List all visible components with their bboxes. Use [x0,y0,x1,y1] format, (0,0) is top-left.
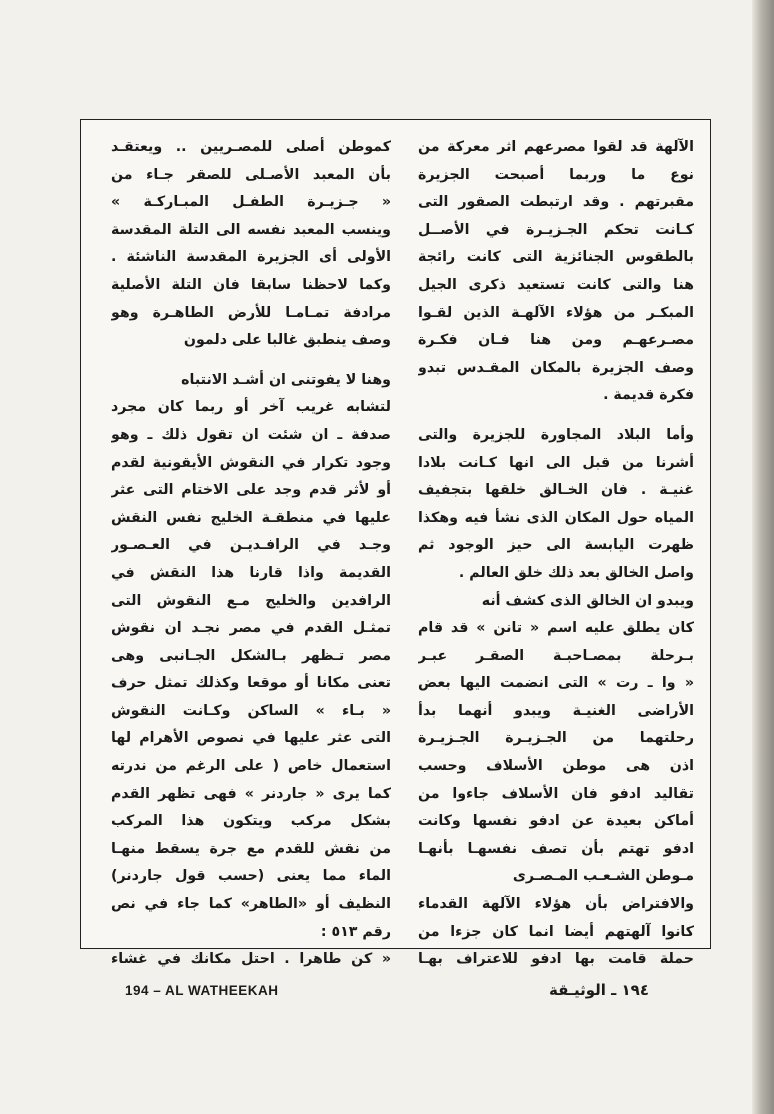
text-line: مرادفة تمـامـا للأرض الطاهـرة وهو [111,304,391,321]
text-line: نوع ما وربما أصبحت الجزيرة [418,166,694,183]
text-line: وصف الجزيرة بالمكان المقـدس تبدو [418,359,694,376]
text-line: من نقش للقدم مع جرة يسقط منهـا [111,840,391,857]
text-line: وينسب المعبد نفسه الى التلة المقدسة [111,221,391,238]
text-line: « كن طاهرا . احتل مكانك في غشاء [111,951,391,968]
text-line: أو لأثر قدم وجد على الاختام التى عثر [111,482,391,499]
page-footer [0,983,774,1009]
text-line: مـوطن الشـعـب المـصـرى [512,868,694,885]
text-line: التى عثر عليها في نصوص الأهرام لها [111,730,391,747]
text-line: « وا ـ رت » التى انضمت اليها بعض [418,675,694,692]
text-line: كانوا آلهتهم أيضا انما كان جزءا من [418,923,694,940]
text-line: غنيـة . فان الخـالق خلقها بتجفيف [418,482,694,499]
text-line: كان يطلق عليه اسم « تانن » قد قام [418,620,694,637]
text-line: رحلتهما من الجـزيـرة الجـزيـرة [418,730,694,747]
text-line: صدفة ـ ان شئت ان تقول ذلك ـ وهو [111,426,391,443]
text-line: الآلهة قد لقوا مصرعهم اثر معركة من [418,139,694,155]
text-line: وصف ينطبق غالبا على دلمون [183,332,391,349]
text-line: وكما لاحظنا سابقا فان التلة الأصلية [111,276,391,293]
text-line: ظهرت اليابسة الى حيز الوجود ثم [418,537,694,554]
text-line: الأراضى الغنيـة ويبدو أنهما بدأ [418,702,694,719]
text-line: والافتراض بأن هؤلاء الآلهة القدماء [418,896,694,913]
text-line: بالطقوس الجنائزية التى كانت رائجة [418,249,694,266]
text-line: كموطن أصلى للمصـريين .. ويعتقـد [111,139,391,155]
text-line: تعنى مكانا أو موقعا وكذلك تمثل حرف [111,675,391,692]
text-line: وهنا لا يفوتنى ان أشـد الانتباه [181,371,391,388]
text-line: بأن المعبد الأصـلى للصقر جـاء من [111,166,391,183]
text-line: مصـرعهـم ومن هنا فـان فكـرة [418,332,694,349]
text-line: رقم ٥١٣ : [320,923,391,940]
text-line: تمثـل القدم في مصر نجـد ان نقوش [111,620,391,637]
article-frame [80,119,711,968]
text-line: تقاليد ادفو فان الأسلاف جاءوا من [418,785,694,802]
text-line: ادفو تهتم بأن تصف نفسهـا بأنهـا [418,840,694,857]
text-line: مصر تـظهر بـالشكل الجـانبى وهى [111,647,391,664]
text-line: مقبرتهم . وقد ارتبطت الصقور التى [418,194,694,211]
footer-page-label-latin: 194 – AL WATHEEKAH [125,983,279,998]
text-line: الماء مما يعنى (حسب قول جاردنر) [111,868,391,885]
text-line: بـرحلة بمصـاحبـة الصقـر عبـر [418,647,694,664]
page-edge-shadow [752,0,774,1114]
text-line: لتشابه غريب آخر أو ربما كان مجرد [111,399,391,416]
text-line: « جـزيـرة الطفـل المبـاركـة » [111,194,391,211]
text-line: « بـاء » الساكن وكـانت النقوش [111,702,391,719]
text-line: هنا والتى كانت تستعيد ذكرى الجيل [418,276,694,293]
text-line: كـانت تحكم الجـزيـرة في الأصــل [418,221,694,238]
text-line: المياه حول المكان الذى نشأ فيه وهكذا [418,509,694,526]
text-line: بشكل مركب ويتكون هذا المركب [111,813,391,830]
text-line: أماكن بعيدة عن ادفو نفسها وكانت [418,813,694,830]
left-text-column [111,134,391,974]
text-line: ويبدو ان الخالق الذى كشف أنه [481,592,694,609]
text-line: واصل الخالق بعد ذلك خلق العالم . [458,564,694,581]
text-line: حملة قامت بها ادفو للاعتراف بهـا [418,951,694,968]
text-line: الأولى أى الجزيرة المقدسة الناشئة . [111,249,391,266]
text-line: عليها في منطقـة الخليج نفس النقش [111,509,391,526]
text-line: القديمة واذا قارنا هذا النقش في [111,564,391,581]
text-line: وجـد في الرافـديـن في العـصـور [111,537,391,554]
text-line: وجود تكرار في النقوش الأيقونية لقدم [111,454,391,471]
text-line: كما يرى « جاردنر » فهى تظهر القدم [111,785,391,802]
text-line: فكرة قديمة . [603,387,694,404]
text-line: وأما البلاد المجاورة للجزيرة والتى [418,426,694,443]
text-line: استعمال خاص ( على الرغم من ندرته [111,758,391,775]
text-line: اذن هى موطن الأسلاف وحسب [418,758,694,775]
right-text-column [418,134,694,974]
text-line: المبكـر من هؤلاء الآلهـة الذين لقـوا [418,304,694,321]
text-line: أشرنا من قبل الى انها كـانت بلادا [418,454,694,471]
text-line: النظيف أو «الطاهر» كما جاء في نص [111,896,391,913]
footer-page-label-arabic: ١٩٤ ـ الوثيـقة [549,981,649,999]
text-line: الرافدين والخليج مـع النقوش التى [111,592,391,609]
